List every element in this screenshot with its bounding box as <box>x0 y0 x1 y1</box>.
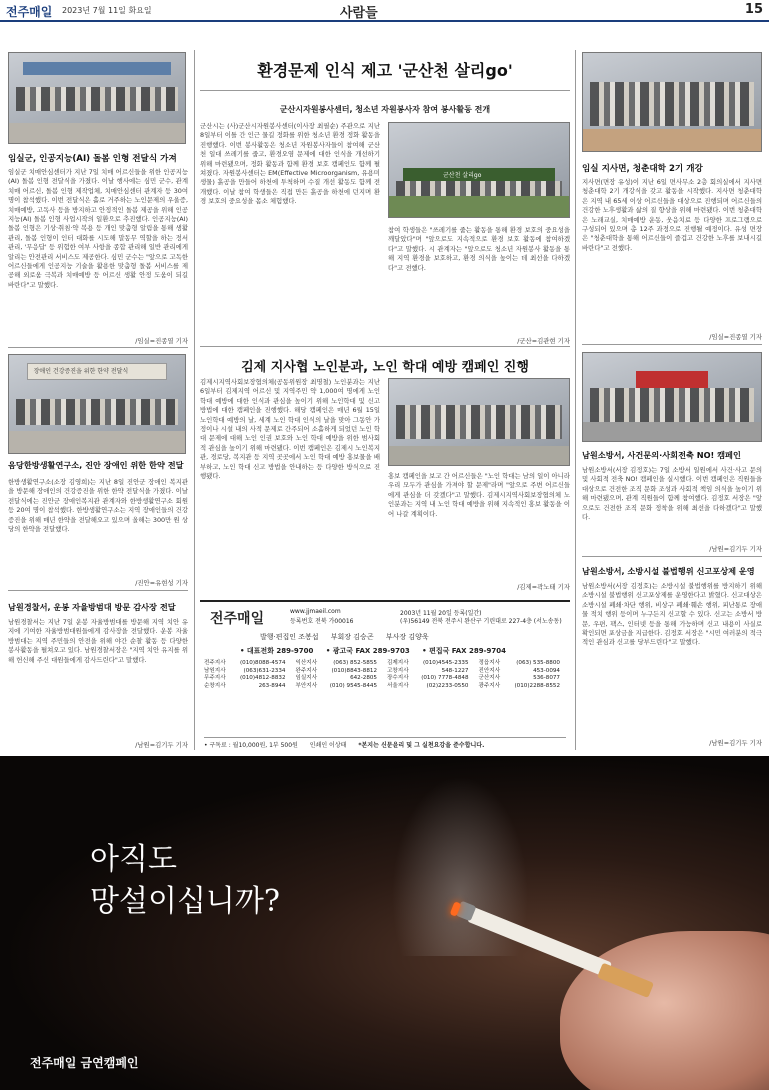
masthead <box>200 600 570 750</box>
divider <box>8 590 188 591</box>
branch-entry <box>387 683 475 691</box>
branch-phone: (02)2233-0550 <box>426 682 469 689</box>
branch-name: 부안지사 <box>295 682 318 689</box>
tel-main: • 대표전화 289-9700 <box>240 647 314 655</box>
branch-phone: (063)631-2334 <box>243 667 286 674</box>
branch-name: 전주지사 <box>204 660 226 666</box>
branch-phone: (010) 9545-8445 <box>329 682 377 689</box>
ad-campaign-label: 전주매일 금연캠페인 <box>30 1056 139 1070</box>
divider <box>200 90 570 91</box>
divider <box>582 556 762 557</box>
article-body-namwon-police: 남원경찰서는 지난 7일 운봉 자율방범대를 방문해 지역 치안 유지에 기여한 자율방범대원들에게 감사장을 전달했다. 운봉 자율방범대는 지역 주민들의 안전을 위해 야간 순찰 활동 등 다양한 봉사활동을 펼쳐오고 있다. 남원경찰서장은 "지역 치안 유지를 위해 헌신해 주신 대원들에게 감사드린다"고 말했다. <box>8 618 188 664</box>
branch-name: 무주지사 <box>204 675 226 682</box>
fax-ad: • 광고국 FAX 289-9703 <box>325 647 410 655</box>
branch-name: 진안지사 <box>478 667 501 674</box>
section-title: 사람들 <box>340 6 378 21</box>
branch-entry <box>387 675 475 683</box>
branch-name: 장수지사 <box>387 675 409 682</box>
masthead-website[interactable]: www.jjmaeil.com <box>290 608 341 615</box>
branch-entry <box>479 660 567 668</box>
branch-phone: 263-8944 <box>258 682 286 689</box>
ethics-notice: *본지는 신문윤리 및 그 실천요강을 준수합니다. <box>358 742 485 749</box>
newspaper-name: 전주매일 <box>6 5 53 19</box>
headline-fire-station-campaign: 남원소방서, 사건문의·사회전축 NO! 캠페인 <box>582 450 741 460</box>
issue-date: 2023년 7월 11일 화요일 <box>62 6 152 15</box>
byline-jisa: /임실=진종열 기자 <box>709 333 762 341</box>
byline-imsil-ai: /임실=진종열 기자 <box>135 337 188 345</box>
branch-name: 정읍지사 <box>478 660 501 666</box>
branch-name: 군산지사 <box>478 675 501 682</box>
byline-gunsan: /군산=김관현 기자 <box>517 337 570 345</box>
branch-phone: 536-8077 <box>533 675 560 682</box>
article-body-herbal: 한방생활연구소(소장 김영희)는 지난 8일 진안군 장애인 복지관을 방문해 장애인의 건강증진을 위한 한약 전달식을 가졌다. 이날 전달식에는 진안군 장애인복지관 관계자와 한방생활연구소 회원 등 20여 명이 참석했다. 한방생활연구소는 지역 장애인들의 건강 증진을 위해 매년 한약을 전달해오고 있으며 올해는 300만 원 상당의 한약을 전달했다. <box>8 478 188 534</box>
branch-phone: (063) 852-5855 <box>333 660 377 666</box>
branch-list <box>204 660 566 690</box>
headline-namwon-police: 남원경찰서, 운봉 자율방범대 방문 감사장 전달 <box>8 602 176 612</box>
photo-fire-station-campaign <box>582 352 762 442</box>
branch-name: 남원지사 <box>204 667 226 674</box>
masthead-staff <box>260 632 439 642</box>
subtitle-gunsan: 군산시자원봉사센터, 청소년 자원봉사자 참여 봉사활동 전개 <box>279 105 491 114</box>
page-header <box>0 0 769 22</box>
branch-phone: 453-0094 <box>533 667 560 674</box>
ad-headline-1: 아직도 <box>90 842 177 877</box>
headline-herbal: 음당한방생활연구소, 진안 장애인 위한 한약 전달 <box>8 460 184 470</box>
branch-phone: (010)4545-2335 <box>422 660 469 666</box>
branch-phone: 642-2805 <box>350 675 377 682</box>
branch-name: 임실지사 <box>295 675 318 682</box>
article-body-jisa: 지사면(면장 유성)이 지난 6일 면사무소 2층 회의실에서 지사면 청춘대학 2기 개강식을 갖고 활동을 시작했다. 지사면 청춘대학은 지역 내 65세 이상 어르신들을 대상으로 진행되며 어르신들의 건강한 노후생활과 삶의 질 향상을 위해 마련됐다. 이번 청춘대학은 노래교실, 치매예방 운동, 웃음치료 등 다양한 프로그램으로 구성되어 있으며 총 12주 과정으로 진행될 예정이다. 유성 면장은 "청춘대학을 통해 어르신들이 즐겁고 건강한 노후를 보내시길 바란다"고 전했다. <box>582 178 762 252</box>
photo-gimje-campaign <box>388 378 570 466</box>
photo-banner-text: 장애인 건강증진을 위한 한약 전달식 <box>33 367 129 375</box>
branch-entry <box>204 660 292 668</box>
branch-name: 순창지사 <box>204 682 226 689</box>
branch-entry <box>296 660 384 668</box>
byline-fire-station-campaign: /남원=김기두 기자 <box>709 545 762 553</box>
divider <box>582 344 762 345</box>
photo-herbal-medicine <box>8 354 186 454</box>
headline-gunsan: 환경문제 인식 제고 '군산천 살리go' <box>257 61 513 80</box>
branch-name: 완주지사 <box>295 667 318 674</box>
article-body-imsil-ai: 임실군 치매안심센터가 지난 7일 치매 어르신들을 위한 인공지능(AI) 돌봄 인형 전달식을 가졌다. 이날 행사에는 심민 군수, 관계 치매 어르신, 돌봄 인형 제작업체, 치매안심센터 관계자 등 30여 명이 참석했다. 이번 전달식은 홀로 거주하는 노인문제의 우울증, 치매예방, 고독사 등을 방지하고 안정적인 돌봄 제공을 위해 인공지능(AI) 돌봄 인형 사업시작의 일환으로 추진했다. 인공지능(AI) 돌봄 인형은 기상·취침·약 복용 등 개인 맞춤형 알림을 통해 생활관리, 돌봄 인형이 인터 대화를 시도해 말동무 역할을 하는 정서관리, '무응답' 등 위험한 여부 사항을 종합 관리해 일반 관리에게 알리는 안전관리 서비스도 제공한다. 심민 군수는 "앞으로 고독한 어르신들에게 인공지능 기술을 활용한 맞춤형 돌봄 서비스를 제공해 외로움 극복과 치매예방 등 어르신 생활 안정 도움이 되길 바란다"고 말했다. <box>8 168 188 289</box>
branch-phone: (010)2288-8552 <box>514 682 560 689</box>
branch-name: 김제지사 <box>387 660 409 666</box>
headline-jisa: 임실 지사면, 청춘대학 2기 개강 <box>582 164 703 174</box>
masthead-address: (우)56149 전북 전주시 완산구 기린대로 227-4층 (서노송동) <box>400 618 562 625</box>
publisher: 발행·편집인 조봉섭 <box>260 633 319 641</box>
byline-herbal: /진안=유현성 기자 <box>135 579 188 587</box>
vice-president: 부사장 김양욱 <box>385 633 429 641</box>
branch-entry <box>204 675 292 683</box>
branch-entry <box>296 683 384 691</box>
column-divider <box>575 50 576 750</box>
branch-name: 광주지사 <box>478 682 501 689</box>
subscription: • 구독료 : 월10,000원, 1부 500원 <box>204 742 298 749</box>
branch-phone: (010)8088-4574 <box>239 660 286 666</box>
branch-entry <box>479 683 567 691</box>
photo-banner-text: 군산천 살리go <box>443 172 482 179</box>
no-smoking-ad <box>0 756 769 1090</box>
article-body-gimje-1: 김제시지역사회보장협의체(공동위원장 최명철) 노인분과는 지난 6일부터 김제지역 어르신 및 지역주민 약 1,000여 명에게 노인 학대 예방에 대한 인식과 관심을 높이기 위해 노인학대 및 신고 방법에 대한 캠페인을 진행했다. 해당 캠페인은 매년 6월 15일 노인학대 예방의 날, 세계 노인 학대 인식의 날을 맞아 그동안 가정이나 시설 내의 사적 문제로 간주되어 소홀하게 되었던 노인 학대 문제에 대해 노인 인권 보호와 노인 학대 예방을 위한 범사회적 관심을 높이기 위해 마련됐다. 이번 캠페인은 김제시 노인복지관, 경로당, 복지관 등 지역 곳곳에서 노인 학대 예방 홍보물을 배부하고, 노인 학대 신고 방법을 안내하는 등 다양한 방식으로 진행됐다. <box>200 378 380 481</box>
byline-gimje: /김제=곽노태 기자 <box>517 583 570 591</box>
masthead-footer <box>204 737 566 749</box>
masthead-name: 전주매일 <box>210 611 265 627</box>
photo-youth-college <box>582 52 762 152</box>
ad-headline-2: 망설이십니까? <box>90 884 280 919</box>
article-body-fire-reward: 남원소방서(서장 김정호)는 소방시설 불법행위를 방지하기 위해 소방시설 불법행위 신고포상제를 운영한다고 밝혔다. 신고대상은 소방시설 폐쇄·차단 행위, 비상구 폐쇄·훼손 행위, 피난통로 장애물 적치 행위 등이며 누구든지 신고할 수 있다. 신고는 소방서 방문, 우편, 팩스, 인터넷 등을 통해 가능하며 신고 내용이 사실로 확인되면 포상금을 지급한다. 김정호 서장은 "시민 여러분의 적극적인 관심과 신고를 당부드린다"고 말했다. <box>582 582 762 647</box>
masthead-contacts <box>240 646 516 656</box>
branch-entry <box>204 683 292 691</box>
branch-phone: (063) 535-8800 <box>516 660 560 666</box>
branch-entry <box>479 675 567 683</box>
photo-ai-doll <box>8 52 186 144</box>
article-body-gimje-2: 홍보 캠페인을 보고 간 어르신들은 "노인 학대는 남의 일이 아니라 우리 모두가 관심을 가져야 할 문제"라며 "앞으로 주변 어르신들에게 관심을 더 갖겠다"고 말했다. 김제시지역사회보장협의체 노인분과는 지역 내 노인 학대 예방을 위해 지속적인 홍보 활동을 이어 나갈 계획이다. <box>388 472 570 518</box>
branch-name: 서울지사 <box>387 682 409 689</box>
branch-phone: (010) 7778-4848 <box>421 675 469 682</box>
printer: 인쇄인 이상태 <box>309 742 347 749</box>
branch-entry <box>387 660 475 668</box>
vice-chairman: 부회장 김승곤 <box>330 633 374 641</box>
branch-phone: (010)4812-8832 <box>239 675 286 682</box>
article-body-gunsan-2: 참여 학생들은 "쓰레기를 줍는 활동을 통해 환경 보호의 중요성을 깨달았다"며 "앞으로도 지속적으로 환경 보호 활동에 참여하겠다"고 말했다. 시 관계자는 "앞으로도 청소년 자원봉사 활동을 통해 지역 환경을 보호하고, 환경 의식을 높이는 데 최선을 다하겠다"고 전했다. <box>388 226 570 272</box>
headline-imsil-ai: 임실군, 인공지능(AI) 돌봄 인형 전달식 가져 <box>8 154 177 164</box>
byline-namwon-police: /남원=김기두 기자 <box>135 741 188 749</box>
branch-name: 익산지사 <box>295 660 318 666</box>
page-number: 15 <box>744 2 763 17</box>
headline-gimje: 김제 지사협 노인분과, 노인 학대 예방 캠페인 진행 <box>241 360 529 375</box>
headline-fire-reward: 남원소방서, 소방시설 불법행위 신고포상제 운영 <box>582 566 755 576</box>
article-body-gunsan-1: 군산시는 (사)군산시자원봉사센터(이사장 최필순) 주관으로 지난 8일부터 이틀 간 인근 물길 정화를 위한 청소년 환경 정화 활동을 진행했다. 이번 봉사활동은 청소년 자원봉사자들이 참여해 군산천 일대 쓰레기를 줍고, 환경오염 문제에 대한 인식을 개선하기 위해 마련됐으며, 정화 활동과 함께 환경 보호 캠페인도 함께 펼쳐졌다. 자원봉사센터는 EM(Effective Microorganism, 유용미생물) 흙공을 만들어 하천에 투척하며 수질 개선 활동도 함께 전개했다. 이날 참여 학생들은 직접 만든 흙공을 하천에 던지며 환경 보호의 중요성을 몸소 체험했다. <box>200 122 380 206</box>
branch-entry <box>296 675 384 683</box>
branch-phone: (010)8843-8812 <box>331 667 377 674</box>
divider <box>200 346 570 347</box>
column-divider <box>194 50 195 750</box>
branch-phone: 548-1227 <box>441 667 469 674</box>
article-body-fire-station-campaign: 남원소방서(서장 김정호)는 7일 소방서 일원에서 사건·사고 문의 및 사회적 전축 NO! 캠페인을 실시했다. 이번 캠페인은 직원들을 대상으로 건전한 조직 문화 조성과 사회적 책임 의식을 높이기 위해 마련됐으며, 관계 직원들이 함께 참여했다. 김정호 서장은 "앞으로도 건전한 조직 문화 정착을 위해 최선을 다하겠다"고 말했다. <box>582 466 762 522</box>
photo-gunsan-volunteers <box>388 122 570 218</box>
branch-name: 고창지사 <box>387 667 409 674</box>
divider <box>8 347 188 348</box>
masthead-reg-date: 2003년 11월 20일 등록(일간) <box>400 610 482 617</box>
masthead-registration: 등록번호 전북 가00016 <box>290 618 354 625</box>
byline-fire-reward: /남원=김기두 기자 <box>709 739 762 747</box>
fax-edit: • 편집국 FAX 289-9704 <box>422 647 507 655</box>
